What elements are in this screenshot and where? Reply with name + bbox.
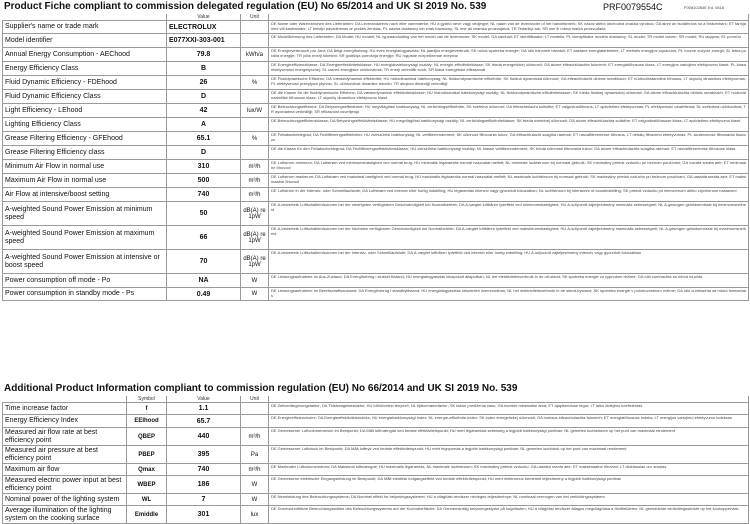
parameter-unit: m³/h bbox=[241, 174, 269, 188]
multilingual-description: DE die Klasse für den Fettabscheidegrad; DA Fedtfiltreringseffektivitetsklasse; HU zsírszűrési hatékonysági osztály; NL klasse vetfilterrendement; SK trieda účinnosti filtrovania tukov; GA aicme éifeachtúlachta scagtha ramhair; ET rasvafiltreerimise tõhususe klass bbox=[269, 146, 749, 160]
parameter-label: Average illumination of the lighting system on the cooking surface bbox=[3, 506, 127, 524]
parameter-unit bbox=[241, 118, 269, 132]
parameter-value: 440 bbox=[167, 428, 241, 446]
table-row bbox=[3, 132, 749, 146]
table-row bbox=[3, 274, 749, 288]
parameter-value: 70 bbox=[167, 250, 241, 274]
table-row bbox=[3, 188, 749, 202]
parameter-value: 186 bbox=[167, 476, 241, 494]
table-row bbox=[3, 160, 749, 174]
parameter-label: Maximum Air Flow in normal use bbox=[3, 174, 167, 188]
parameter-value: B bbox=[167, 62, 241, 76]
multilingual-description: DE Luftstrom in der Intensiv- oder Schnelllaufstufe; DA Luftstrøm ved intensiv eller hurtig indstilling; HU légáramlás intenzív vagy gyorsított fokozatban; NL luchtstroom bij intensieve of boostinstelling; SK prietok vzduchu pri intenzívnom alebo zrýchlenom nastavení bbox=[269, 188, 749, 202]
table-row bbox=[3, 118, 749, 132]
parameter-label: Energy Efficiency Class bbox=[3, 62, 167, 76]
table-row bbox=[3, 90, 749, 104]
table-row bbox=[3, 250, 749, 274]
column-header-unit: Unit bbox=[241, 14, 269, 21]
parameter-unit bbox=[241, 34, 269, 48]
column-header-unit: Unit bbox=[241, 396, 269, 403]
multilingual-description: DE Nennleistung des Beleuchtungssystems; DA Nominel effekt for belysningssystemet; HU a világítási rendszer névleges teljesítménye; NL nominaal vermogen van het verlichtingssysteem bbox=[269, 494, 749, 506]
parameter-value: 500 bbox=[167, 174, 241, 188]
parameter-unit: W bbox=[241, 288, 269, 301]
product-code: PRF0079554C bbox=[603, 2, 663, 12]
parameter-label: Fluid Dynamic Efficiency - FDEhood bbox=[3, 76, 167, 90]
parameter-label: Nominal power of the lighting system bbox=[3, 494, 127, 506]
parameter-unit: W bbox=[241, 476, 269, 494]
table-row bbox=[3, 464, 749, 476]
parameter-unit: dB(A) re 1pW bbox=[241, 202, 269, 226]
parameter-unit: kWh/a bbox=[241, 48, 269, 62]
multilingual-description: DE Name oder Warenzeichen des Lieferanten; DA Leverandørens navn eller varemærke; HU a gyártó neve vagy védjegye; NL naam van de leverancier of het handelsmerk; SK názov alebo obchodná značka výrobcu; GA ainm an tsoláthróra nó a thrádmharc; ET tarnija nimi või kaubamärk; LT tiekėjo pavadinimas ar prekės ženklas; PL nazwa dostawcy lub znak towarowy; SL ime ali znamka proizvajalca; TR Tedarikçi adı; SR ime ili robna marka proizvođača bbox=[269, 21, 749, 34]
multilingual-description: DE Gemessener Luftdruck im Bestpunkt; DA Målt lufttryk ved bedste effektivitetspunkt; HU mért légnyomás a legjobb hatékonysági pontban; NL gemeten luchtdruk op het punt van maximaal rendement bbox=[269, 446, 749, 464]
parameter-unit: m³/h bbox=[241, 160, 269, 174]
parameter-unit: dB(A) re 1pW bbox=[241, 250, 269, 274]
additional-info-title: Additional Product Information compliant to commission regulation (EU) No 66/2014 and UK SI 2019 No. 539 bbox=[4, 383, 518, 394]
parameter-value: 1.1 bbox=[167, 403, 241, 415]
multilingual-description: DE Leistungsaufnahme im Aus-Zustand; DA Energiforbrug i slukket tilstand; HU energiafogyasztás kikapcsolt állapotban; NL het elektriciteitsverbruik in de uit-stand; SK spotreba energie vo vypnutom režime; GA ídiú cumhachta sa mhód múchta bbox=[269, 274, 749, 288]
parameter-symbol: QBEP bbox=[127, 428, 167, 446]
parameter-symbol: EEIhood bbox=[127, 415, 167, 428]
table-row bbox=[3, 104, 749, 118]
parameter-label: Fluid Dynamic Efficiency Class bbox=[3, 90, 167, 104]
parameter-label: Grease Filtering Efficiency class bbox=[3, 146, 167, 160]
parameter-value: 395 bbox=[167, 446, 241, 464]
parameter-label: Air Flow at intensive/boost setting bbox=[3, 188, 167, 202]
table-row bbox=[3, 174, 749, 188]
parameter-value: 65.1 bbox=[167, 132, 241, 146]
table-row bbox=[3, 403, 749, 415]
multilingual-description: DE Zeitverlängerungsfaktor; DA Tidsforøgelsesfaktor; HU időnövelési tényező; NL tijdtoenamefactor; SK faktor predĺženia času; GA fachtóir méadaithe ama; ET ajapikenduse tegur; LT laiko didėjimo koeficientas bbox=[269, 403, 749, 415]
parameter-unit bbox=[241, 90, 269, 104]
parameter-label: A-weighted Sound Power Emission at intensive or boost speed bbox=[3, 250, 167, 274]
parameter-unit: Pa bbox=[241, 446, 269, 464]
table-row bbox=[3, 446, 749, 464]
table-row bbox=[3, 494, 749, 506]
parameter-unit: m³/h bbox=[241, 428, 269, 446]
parameter-unit: m³/h bbox=[241, 188, 269, 202]
parameter-value: 26 bbox=[167, 76, 241, 90]
multilingual-description: DE Luftstrom minimum; DA Luftstrøm ved minimumshastighed ved normal brug; HU minimális légáramlás normál használat mellett; NL minimale luchtstroom bij normaal gebruik; SK minimálny prietok vzduchu pri bežnom používaní; GA íosrata sreafa aeir; ET minimaalne õhuvool bbox=[269, 160, 749, 174]
table-row bbox=[3, 202, 749, 226]
multilingual-description: DE Modellkennung des Lieferanten; DA Model; HU modell; NL typeaanduiding van het model van de leverancier; SK model; GA samhail; ET identifikaator; LT modelis; PL identyfikator modelu dostawcy; SL model; TR model tanımı; SR model; RU модель; EL μοντέλο bbox=[269, 34, 749, 48]
parameter-symbol: PBEP bbox=[127, 446, 167, 464]
parameter-value: D bbox=[167, 146, 241, 160]
parameter-label: Energy Efficiency Index bbox=[3, 415, 127, 428]
multilingual-description: DE Durchschnittliche Beleuchtungsstärke des Beleuchtungssystems auf der Kochoberfläche; DA Gennemsnitlig belysningsstyrke på kogefladen; HU a világítási rendszer átlagos megvilágítása a főzőfelületen; NL gemiddelde verlichtingssterkte op het kookoppervlak bbox=[269, 506, 749, 524]
multilingual-description: DE Gemessener Luftvolumenstrom im Bestpunkt; DA Målt luftmængde ved bedste effektivitetspunkt; HU mért légáramlási sebesség a legjobb hatékonysági pontban; NL gemeten luchtstroom op het punt van maximaal rendement bbox=[269, 428, 749, 446]
parameter-value: D bbox=[167, 90, 241, 104]
parameter-unit: dB(A) re 1pW bbox=[241, 226, 269, 250]
parameter-symbol: WL bbox=[127, 494, 167, 506]
parameter-value: 7 bbox=[167, 494, 241, 506]
parameter-unit: % bbox=[241, 132, 269, 146]
parameter-label: A-weighted Sound Power Emission at minimum speed bbox=[3, 202, 167, 226]
parameter-label: Supplier's name or trade mark bbox=[3, 21, 167, 34]
parameter-value: 50 bbox=[167, 202, 241, 226]
multilingual-description: DE Beleuchtungseffizienzklasse; DA Belysningseffektivitetsklasse; HU megvilágítási hatékonysági osztály; NL verlichtingsefficiëntieklasse; SK trieda svetelnej účinnosti; GA aicme éifeachtúlachta soilsithe; ET valgustustõhususe klass; LT apšvietimo efektyvumo klasė bbox=[269, 118, 749, 132]
parameter-value: E077XXI-303-001 bbox=[167, 34, 241, 48]
parameter-value: 740 bbox=[167, 464, 241, 476]
table-row bbox=[3, 76, 749, 90]
column-header-value: Value bbox=[167, 14, 241, 21]
multilingual-description: DE Leistungsaufnahme im Bereitschaftszustand; DA Energiforbrug i standbytilstand; HU energiafogyasztás készenléti üzemmódban; NL het elektriciteitsverbruik in de stand-bystand; SK spotreba energie v pohotovostnom režime; GA ídiú cumhachta sa mhód fuireachais bbox=[269, 288, 749, 301]
parameter-unit: % bbox=[241, 76, 269, 90]
parameter-value: 42 bbox=[167, 104, 241, 118]
parameter-label: Maximum air flow bbox=[3, 464, 127, 476]
multilingual-description: DE Luftstrom maximum; DA Luftstrøm ved maksimal hastighed ved normal brug; HU maximális légáramlás normál használat mellett; NL maximale luchtstroom bij normaal gebruik; SK maximálny prietok vzduchu pri bežnom používaní; GA uasráta sreafa aeir; ET maksimaalne õhuvool bbox=[269, 174, 749, 188]
parameter-value: NA bbox=[167, 274, 241, 288]
table-row bbox=[3, 226, 749, 250]
column-header-value: Value bbox=[167, 396, 241, 403]
parameter-unit: W bbox=[241, 274, 269, 288]
document-reference: F00810284E Ed. 0618 bbox=[684, 5, 725, 10]
multilingual-description: DE Energieeffizienzklasse; DA Energieeffektivitetsklasse; HU energiahatékonysági osztály; NL energie-efficiëntieklasse; SK trieda energetickej účinnosti; GA aicme éifeachtúlachta fuinnimh; ET energiatõhususe klass; LT energijos vartojimo efektyvumo klasė; PL klasa efektywności energetycznej; SL razred energijske učinkovitosti; TR enerji verimlilik sınıfı; SR klasa energetske efikasnosti bbox=[269, 62, 749, 76]
table-row bbox=[3, 48, 749, 62]
table-row bbox=[3, 21, 749, 34]
parameter-value: 0.49 bbox=[167, 288, 241, 301]
parameter-value: 740 bbox=[167, 188, 241, 202]
parameter-symbol: f bbox=[127, 403, 167, 415]
parameter-label: Time increase factor bbox=[3, 403, 127, 415]
parameter-label: Lighting Efficiency Class bbox=[3, 118, 167, 132]
table-row bbox=[3, 146, 749, 160]
parameter-unit: lux/W bbox=[241, 104, 269, 118]
multilingual-description: DE Fettabscheidegrad; DA Fedtfiltreringseffektivitet; HU zsírszűrési hatékonyság; NL vetfilterrendement; SK účinnosť filtrovania tukov; GA éifeachtúlacht scagtha ramhair; ET rasvafiltreerimise tõhusus; LT riebalų filtravimo efektyvumas; PL skuteczność filtrowania tłuszczu bbox=[269, 132, 749, 146]
multilingual-description: DE Energieverbrauch pro Jahr; DA årligt energiforbrug; HU éves energiafogyasztás; NL jaarlijks energieverbruik; SK ročná spotreba energie; GA ídiú fuinnimh bliantúil; ET aastane energiatarbimine; LT metinės energijos sąnaudos; PL roczne zużycie energii; SL letna poraba energije; TR yıllık enerji tüketimi; SR godišnja potrošnja energije; RU годовое потребление энергии bbox=[269, 48, 749, 62]
parameter-unit bbox=[241, 62, 269, 76]
parameter-label: Light Efficiency - LEhood bbox=[3, 104, 167, 118]
parameter-value: 310 bbox=[167, 160, 241, 174]
table-row bbox=[3, 34, 749, 48]
fiche-header bbox=[2, 1, 748, 15]
parameter-label: Measured air flow rate at best efficiency point bbox=[3, 428, 127, 446]
table-row bbox=[3, 476, 749, 494]
table-row bbox=[3, 428, 749, 446]
multilingual-description: DE Energieeffizienzindex; DA Energieeffektivitetsindeks; HU energiahatékonysági index; NL energie-efficiëntie-index; SK index energetickej účinnosti; GA innéacs éifeachtúlachta fuinnimh; ET energiatõhususe indeks; LT energijos vartojimo efektyvumo indeksas bbox=[269, 415, 749, 428]
parameter-value: 65.7 bbox=[167, 415, 241, 428]
parameter-label: Power consumption off mode - Po bbox=[3, 274, 167, 288]
multilingual-description: DE Beleuchtungseffizienz; DA Belysningseffektivitet; HU megvilágítási hatékonyság; NL verlichtingsefficiëntie; SK svetelná účinnosť; GA éifeachtúlacht soilsithe; ET valgustustõhusus; LT apšvietimo efektyvumas; PL efektywność oświetlenia; SL svetlobna učinkovitost; TR aydınlatma verimliliği; SR efikasnost osvetljenja bbox=[269, 104, 749, 118]
parameter-value: A bbox=[167, 118, 241, 132]
multilingual-description: DE A-bewertete Luftschallemissionen bei der niedrigsten verfügbaren Geschwindigkeit bei Normalbetrieb; DA A-vægtet luftbåren lydeffekt ved minimumshastighed; HU A-súlyozott zajteljesítmény minimális sebességnél; NL A-gewogen geluidsemissie bij minimumsnelheid bbox=[269, 202, 749, 226]
parameter-value: ELECTROLUX bbox=[167, 21, 241, 34]
parameter-label: Measured electric power input at best efficiency point bbox=[3, 476, 127, 494]
parameter-unit: lux bbox=[241, 506, 269, 524]
parameter-label: Grease Filtering Efficiency - GFEhood bbox=[3, 132, 167, 146]
table-row bbox=[3, 62, 749, 76]
multilingual-description: DE A-bewertete Luftschallemissionen bei der Intensiv- oder Schnelllaufstufe; DA A-vægtet luftbåren lydeffekt ved intensiv eller hurtig indstilling; HU A-súlyozott zajteljesítmény intenzív vagy gyorsított fokozatban bbox=[269, 250, 749, 274]
parameter-value: 79.8 bbox=[167, 48, 241, 62]
parameter-unit bbox=[241, 403, 269, 415]
multilingual-description: DE Maximaler Luftvolumenstrom; DA Maksimal luftmængde; HU maximális légáramlás; NL maximale luchtstroom; SK maximálny prietok vzduchu; GA uasráta sreafa aeir; ET maksimaalne õhuvool; LT didžiausias oro srautas bbox=[269, 464, 749, 476]
multilingual-description: DE A-bewertete Luftschallemissionen bei der höchsten verfügbaren Geschwindigkeit bei Normalbetrieb; DA A-vægtet luftbåren lydeffekt ved maksimumshastighed; HU A-súlyozott zajteljesítmény maximális sebességnél; NL A-gewogen geluidsemissie bij maximumsnelheid bbox=[269, 226, 749, 250]
parameter-value: 66 bbox=[167, 226, 241, 250]
parameter-label: Model identifier bbox=[3, 34, 167, 48]
product-fiche-table bbox=[2, 14, 749, 301]
parameter-symbol: Qmax bbox=[127, 464, 167, 476]
parameter-label: Annual Energy Consumption - AEChood bbox=[3, 48, 167, 62]
parameter-label: Minimum Air Flow in normal use bbox=[3, 160, 167, 174]
multilingual-description: DE die Klasse für die fluiddynamische Effizienz; DA væskedynamisk effektivitetsklasse; HU hidrodinamikai hatékonysági osztály; NL fluïdumdynamische-efficiëntieklasse; SK trieda fluidnej dynamickej účinnosti; GA aicme éifeachtúlachta dinimic sreabhach; ET hüdrodünaamilise tõhususe klass; LT skysčių dinamikos efektyvumo klasė bbox=[269, 90, 749, 104]
parameter-label: Power consumption in standby mode - Ps bbox=[3, 288, 167, 301]
parameter-unit: m³/h bbox=[241, 464, 269, 476]
column-header-symbol: Symbol bbox=[127, 396, 167, 403]
table-row bbox=[3, 415, 749, 428]
parameter-unit bbox=[241, 146, 269, 160]
parameter-symbol: WBEP bbox=[127, 476, 167, 494]
parameter-symbol: Emiddle bbox=[127, 506, 167, 524]
table-row bbox=[3, 288, 749, 301]
parameter-label: A-weighted Sound Power Emission at maximum speed bbox=[3, 226, 167, 250]
fiche-title: Product Fiche compliant to commission delegated regulation (EU) No 65/2014 and UK SI 2019 No. 539 bbox=[4, 1, 487, 12]
multilingual-description: DE Fluiddynamische Effizienz; DA Væskedynamisk effektivitet; HU hidrodinamikai hatékonyság; NL fluïdumdynamische efficiëntie; SK fluidná dynamická účinnosť; GA éifeachtúlacht dinimic sreabhach; ET hüdrodünaamiline tõhusus; LT skysčių dinamikos efektyvumas; PL efektywność przepływu płynów; SL učinkovitost dinamike tekočin; TR akışkan dinamiği verimliliği bbox=[269, 76, 749, 90]
parameter-value: 301 bbox=[167, 506, 241, 524]
parameter-unit bbox=[241, 415, 269, 428]
parameter-unit: W bbox=[241, 494, 269, 506]
additional-info-table bbox=[2, 396, 749, 524]
multilingual-description: DE Gemessene elektrische Eingangsleistung im Bestpunkt; DA Målt elektrisk indgangseffekt ved bedste effektivitetspunkt; HU mért elektromos bemeneti teljesítmény a legjobb hatékonysági pontban bbox=[269, 476, 749, 494]
parameter-unit bbox=[241, 21, 269, 34]
parameter-label: Measured air pressure at best efficiency point bbox=[3, 446, 127, 464]
